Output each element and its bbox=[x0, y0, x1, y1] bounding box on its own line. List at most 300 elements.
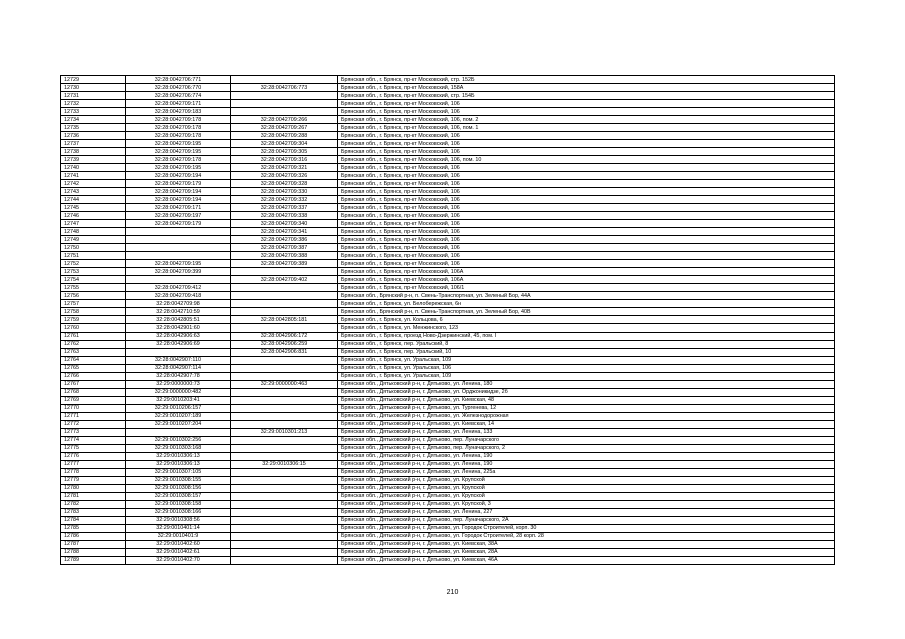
cadastral-number-cell: 32:28:0042805:51 bbox=[126, 316, 231, 324]
address-cell: Брянская обл., Дятьковский р-н, г. Дятьково, ул. Городок Строителей, корп. 30 bbox=[338, 524, 835, 532]
address-cell: Брянская обл., Дятьковский р-н, г. Дятьково, пер. Луначарского, 2 bbox=[338, 444, 835, 452]
address-cell: Брянская обл., г. Брянск, пр-кт Московский, 106 bbox=[338, 164, 835, 172]
cadastral-number-cell: 32:28:0042709:178 bbox=[126, 124, 231, 132]
row-number-cell: 12771 bbox=[61, 412, 126, 420]
table-row bbox=[61, 500, 835, 508]
row-number-cell: 12735 bbox=[61, 124, 126, 132]
table-row bbox=[61, 356, 835, 364]
parent-cadastral-number-cell bbox=[231, 364, 338, 372]
parent-cadastral-number-cell bbox=[231, 92, 338, 100]
address-cell: Брянская обл., Дятьковский р-н, г. Дятьково, ул. Ленина, 225а bbox=[338, 468, 835, 476]
parent-cadastral-number-cell: 32:28:0042709:266 bbox=[231, 116, 338, 124]
parent-cadastral-number-cell bbox=[231, 516, 338, 524]
table-row bbox=[61, 324, 835, 332]
address-cell: Брянская обл., Дятьковский р-н, г. Дятьково, ул. Киевская, 38А bbox=[338, 540, 835, 548]
address-cell: Брянская обл., г. Брянск, пр-кт Московский, 106 bbox=[338, 244, 835, 252]
cadastral-number-cell: 32:29:0010308:155 bbox=[126, 476, 231, 484]
parent-cadastral-number-cell bbox=[231, 540, 338, 548]
parent-cadastral-number-cell bbox=[231, 268, 338, 276]
parent-cadastral-number-cell bbox=[231, 324, 338, 332]
parent-cadastral-number-cell bbox=[231, 412, 338, 420]
row-number-cell: 12756 bbox=[61, 292, 126, 300]
cadastral-number-cell: 32:29:0010306:13 bbox=[126, 452, 231, 460]
address-cell: Брянская обл., г. Брянск, пр-кт Московский, 106 bbox=[338, 212, 835, 220]
table-row bbox=[61, 316, 835, 324]
table-row bbox=[61, 388, 835, 396]
row-number-cell: 12775 bbox=[61, 444, 126, 452]
table-row bbox=[61, 276, 835, 284]
row-number-cell: 12733 bbox=[61, 108, 126, 116]
table-row bbox=[61, 460, 835, 468]
cadastral-number-cell: 32:29:0010401:9 bbox=[126, 532, 231, 540]
address-cell: Брянская обл., г. Брянск, пр-кт Московский, 106/1 bbox=[338, 284, 835, 292]
table-row bbox=[61, 532, 835, 540]
address-cell: Брянская обл., г. Брянск, ул. Белобережская, 6н bbox=[338, 300, 835, 308]
row-number-cell: 12766 bbox=[61, 372, 126, 380]
row-number-cell: 12779 bbox=[61, 476, 126, 484]
table-row bbox=[61, 476, 835, 484]
cadastral-number-cell: 32:28:0042706:771 bbox=[126, 76, 231, 84]
row-number-cell: 12739 bbox=[61, 156, 126, 164]
address-cell: Брянская обл., г. Брянск, ул. Уральская, 109 bbox=[338, 356, 835, 364]
parent-cadastral-number-cell bbox=[231, 420, 338, 428]
row-number-cell: 12763 bbox=[61, 348, 126, 356]
parent-cadastral-number-cell: 32:28:0042709:388 bbox=[231, 252, 338, 260]
cadastral-number-cell: 32:28:0042709:195 bbox=[126, 148, 231, 156]
address-cell: Брянская обл., г. Брянск, пр-кт Московский, 106 bbox=[338, 172, 835, 180]
parent-cadastral-number-cell: 32:28:0042709:389 bbox=[231, 260, 338, 268]
row-number-cell: 12740 bbox=[61, 164, 126, 172]
parent-cadastral-number-cell bbox=[231, 524, 338, 532]
table-row bbox=[61, 100, 835, 108]
address-cell: Брянская обл., г. Брянск, пр-кт Московский, 106 bbox=[338, 132, 835, 140]
parent-cadastral-number-cell: 32:28:0042709:338 bbox=[231, 212, 338, 220]
cadastral-number-cell bbox=[126, 348, 231, 356]
cadastral-number-cell: 32:29:0010306:13 bbox=[126, 460, 231, 468]
table-row bbox=[61, 124, 835, 132]
row-number-cell: 12781 bbox=[61, 492, 126, 500]
cadastral-number-cell bbox=[126, 236, 231, 244]
row-number-cell: 12776 bbox=[61, 452, 126, 460]
address-cell: Брянская обл., Дятьковский р-н, г. Дятьково, ул. Крупской bbox=[338, 492, 835, 500]
parent-cadastral-number-cell: 32:28:0042709:386 bbox=[231, 236, 338, 244]
parent-cadastral-number-cell bbox=[231, 284, 338, 292]
cadastral-number-cell: 32:28:0042906:69 bbox=[126, 340, 231, 348]
cadastral-number-cell: 32:28:0042907:114 bbox=[126, 364, 231, 372]
cadastral-number-cell: 32:28:0042709:171 bbox=[126, 204, 231, 212]
parent-cadastral-number-cell: 32:28:0042709:321 bbox=[231, 164, 338, 172]
address-cell: Брянская обл., Дятьковский р-н, г. Дятьково, ул. Киевская, 46А bbox=[338, 556, 835, 564]
table-row bbox=[61, 548, 835, 556]
address-cell: Брянская обл., г. Брянск, пер. Уральский, 10 bbox=[338, 348, 835, 356]
row-number-cell: 12777 bbox=[61, 460, 126, 468]
parent-cadastral-number-cell bbox=[231, 292, 338, 300]
cadastral-number-cell: 32:28:0042709:171 bbox=[126, 100, 231, 108]
address-cell: Брянская обл., Дятьковский р-н, г. Дятьково, ул. Тургенева, 12 bbox=[338, 404, 835, 412]
row-number-cell: 12752 bbox=[61, 260, 126, 268]
address-cell: Брянская обл., г. Брянск, пр-кт Московский, 106 bbox=[338, 148, 835, 156]
row-number-cell: 12768 bbox=[61, 388, 126, 396]
address-cell: Брянская обл., Дятьковский р-н, г. Дятьково, ул. Ленина, 190 bbox=[338, 452, 835, 460]
address-cell: Брянская обл., Дятьковский р-н, г. Дятьково, ул. Железнодорожная bbox=[338, 412, 835, 420]
cadastral-number-cell: 32:28:0042709:178 bbox=[126, 156, 231, 164]
cadastral-number-cell bbox=[126, 428, 231, 436]
row-number-cell: 12753 bbox=[61, 268, 126, 276]
address-cell: Брянская обл., г. Брянск, ул. Кольцова, 6 bbox=[338, 316, 835, 324]
table-row bbox=[61, 492, 835, 500]
parent-cadastral-number-cell: 32:28:0042709:332 bbox=[231, 196, 338, 204]
address-cell: Брянская обл., г. Брянск, пр-кт Московский, 106, пом. 10 bbox=[338, 156, 835, 164]
cadastral-number-cell bbox=[126, 228, 231, 236]
cadastral-number-cell: 32:28:0042709:194 bbox=[126, 188, 231, 196]
row-number-cell: 12746 bbox=[61, 212, 126, 220]
address-cell: Брянская обл., Дятьковский р-н, г. Дятьково, ул. Ленина, 190 bbox=[338, 460, 835, 468]
address-cell: Брянская обл., г. Брянск, пр-кт Московский, 106 bbox=[338, 204, 835, 212]
address-cell: Брянская обл., г. Брянск, пр-кт Московский, 106 bbox=[338, 108, 835, 116]
cadastral-number-cell: 32:29:0010308:158 bbox=[126, 500, 231, 508]
table-row bbox=[61, 236, 835, 244]
cadastral-number-cell: 32:29:0000000:73 bbox=[126, 380, 231, 388]
parent-cadastral-number-cell bbox=[231, 108, 338, 116]
parent-cadastral-number-cell: 32:28:0042709:402 bbox=[231, 276, 338, 284]
address-cell: Брянская обл., г. Брянск, пр-кт Московский, 106, пом. 2 bbox=[338, 116, 835, 124]
cadastral-number-cell: 32:28:0042901:60 bbox=[126, 324, 231, 332]
cadastral-number-cell: 32:28:0042709:179 bbox=[126, 220, 231, 228]
table-row bbox=[61, 348, 835, 356]
parent-cadastral-number-cell: 32:29:0000000:463 bbox=[231, 380, 338, 388]
cadastral-number-cell: 32:28:0042710:59 bbox=[126, 308, 231, 316]
parent-cadastral-number-cell bbox=[231, 436, 338, 444]
row-number-cell: 12767 bbox=[61, 380, 126, 388]
parent-cadastral-number-cell bbox=[231, 452, 338, 460]
row-number-cell: 12732 bbox=[61, 100, 126, 108]
parent-cadastral-number-cell: 32:28:0042906:172 bbox=[231, 332, 338, 340]
cadastral-number-cell: 32:28:0042709:399 bbox=[126, 268, 231, 276]
cadastral-number-cell: 32:28:0042709:178 bbox=[126, 132, 231, 140]
row-number-cell: 12770 bbox=[61, 404, 126, 412]
address-cell: Брянская обл., Дятьковский р-н, г. Дятьково, ул. Крупской, 3 bbox=[338, 500, 835, 508]
cadastral-table bbox=[60, 75, 835, 565]
row-number-cell: 12729 bbox=[61, 76, 126, 84]
table-row bbox=[61, 172, 835, 180]
parent-cadastral-number-cell bbox=[231, 444, 338, 452]
table-row bbox=[61, 156, 835, 164]
table-row bbox=[61, 308, 835, 316]
table-row bbox=[61, 380, 835, 388]
cadastral-number-cell: 32:28:0042709:418 bbox=[126, 292, 231, 300]
table-row bbox=[61, 524, 835, 532]
parent-cadastral-number-cell bbox=[231, 396, 338, 404]
address-cell: Брянская обл., г. Брянск, пр-кт Московский, 106 bbox=[338, 228, 835, 236]
cadastral-number-cell bbox=[126, 244, 231, 252]
row-number-cell: 12734 bbox=[61, 116, 126, 124]
cadastral-number-cell bbox=[126, 276, 231, 284]
row-number-cell: 12785 bbox=[61, 524, 126, 532]
parent-cadastral-number-cell bbox=[231, 76, 338, 84]
table-row bbox=[61, 292, 835, 300]
row-number-cell: 12751 bbox=[61, 252, 126, 260]
parent-cadastral-number-cell: 32:28:0042906:259 bbox=[231, 340, 338, 348]
table-row bbox=[61, 484, 835, 492]
cadastral-number-cell: 32:28:0042709:197 bbox=[126, 212, 231, 220]
table-row bbox=[61, 116, 835, 124]
row-number-cell: 12738 bbox=[61, 148, 126, 156]
table-row bbox=[61, 220, 835, 228]
address-cell: Брянская обл., г. Брянск, пр-кт Московский, 106 bbox=[338, 180, 835, 188]
cadastral-number-cell: 32:28:0042906:63 bbox=[126, 332, 231, 340]
table-row bbox=[61, 300, 835, 308]
row-number-cell: 12761 bbox=[61, 332, 126, 340]
row-number-cell: 12782 bbox=[61, 500, 126, 508]
cadastral-number-cell bbox=[126, 252, 231, 260]
table-row bbox=[61, 180, 835, 188]
row-number-cell: 12736 bbox=[61, 132, 126, 140]
parent-cadastral-number-cell: 32:28:0042709:305 bbox=[231, 148, 338, 156]
cadastral-number-cell: 32:28:0042907:110 bbox=[126, 356, 231, 364]
address-cell: Брянская обл., г. Брянск, пер. Уральский, 8 bbox=[338, 340, 835, 348]
table-row bbox=[61, 212, 835, 220]
parent-cadastral-number-cell bbox=[231, 500, 338, 508]
table-row bbox=[61, 252, 835, 260]
table-row bbox=[61, 76, 835, 84]
table-row bbox=[61, 340, 835, 348]
row-number-cell: 12758 bbox=[61, 308, 126, 316]
address-cell: Брянская обл., Брянский р-н, п. Свень-Транспортная, ул. Зеленый Бор, 40В bbox=[338, 308, 835, 316]
address-cell: Брянская обл., Дятьковский р-н, г. Дятьково, ул. Ленина, 133 bbox=[338, 428, 835, 436]
address-cell: Брянская обл., г. Брянск, пр-кт Московский, 106 bbox=[338, 260, 835, 268]
cadastral-number-cell: 32:29:0010303:168 bbox=[126, 444, 231, 452]
parent-cadastral-number-cell: 32:28:0042709:304 bbox=[231, 140, 338, 148]
cadastral-number-cell: 32:28:0042709:98 bbox=[126, 300, 231, 308]
table-row bbox=[61, 268, 835, 276]
cadastral-number-cell: 32:28:0042907:78 bbox=[126, 372, 231, 380]
parent-cadastral-number-cell: 32:28:0042709:337 bbox=[231, 204, 338, 212]
parent-cadastral-number-cell bbox=[231, 532, 338, 540]
address-cell: Брянская обл., г. Брянск, пр-кт Московский, стр. 154Б bbox=[338, 92, 835, 100]
table-row bbox=[61, 188, 835, 196]
parent-cadastral-number-cell: 32:28:0042709:340 bbox=[231, 220, 338, 228]
row-number-cell: 12764 bbox=[61, 356, 126, 364]
cadastral-number-cell: 32:28:0042709:412 bbox=[126, 284, 231, 292]
cadastral-number-cell: 32:29:0010308:56 bbox=[126, 516, 231, 524]
page-number: 210 bbox=[446, 589, 459, 596]
table-row bbox=[61, 428, 835, 436]
row-number-cell: 12789 bbox=[61, 556, 126, 564]
row-number-cell: 12786 bbox=[61, 532, 126, 540]
parent-cadastral-number-cell: 32:29:0010306:15 bbox=[231, 460, 338, 468]
cadastral-number-cell: 32:29:0000000:482 bbox=[126, 388, 231, 396]
address-cell: Брянская обл., Брянский р-н, п. Свень-Транспортная, ул. Зеленый Бор, 44А bbox=[338, 292, 835, 300]
cadastral-number-cell: 32:28:0042709:195 bbox=[126, 164, 231, 172]
cadastral-number-cell: 32:29:0010308:157 bbox=[126, 492, 231, 500]
cadastral-number-cell: 32:28:0042709:183 bbox=[126, 108, 231, 116]
parent-cadastral-number-cell: 32:28:0042709:341 bbox=[231, 228, 338, 236]
row-number-cell: 12787 bbox=[61, 540, 126, 548]
table-row bbox=[61, 332, 835, 340]
address-cell: Брянская обл., г. Брянск, ул. Менжинского, 123 bbox=[338, 324, 835, 332]
address-cell: Брянская обл., г. Брянск, пр-кт Московский, 106 bbox=[338, 220, 835, 228]
table-row bbox=[61, 436, 835, 444]
cadastral-number-cell: 32:29:0010308:156 bbox=[126, 484, 231, 492]
table-row bbox=[61, 372, 835, 380]
address-cell: Брянская обл., Дятьковский р-н, г. Дятьково, пер. Луначарского, 2А bbox=[338, 516, 835, 524]
table-row bbox=[61, 140, 835, 148]
row-number-cell: 12774 bbox=[61, 436, 126, 444]
address-cell: Брянская обл., г. Брянск, пр-кт Московский, 106 bbox=[338, 188, 835, 196]
parent-cadastral-number-cell: 32:28:0042709:267 bbox=[231, 124, 338, 132]
cadastral-number-cell: 32:29:0010402:60 bbox=[126, 540, 231, 548]
parent-cadastral-number-cell bbox=[231, 492, 338, 500]
table-row bbox=[61, 84, 835, 92]
row-number-cell: 12744 bbox=[61, 196, 126, 204]
row-number-cell: 12745 bbox=[61, 204, 126, 212]
address-cell: Брянская обл., г. Брянск, ул. Уральская, 109 bbox=[338, 372, 835, 380]
row-number-cell: 12762 bbox=[61, 340, 126, 348]
table-row bbox=[61, 260, 835, 268]
address-cell: Брянская обл., г. Брянск, пр-кт Московский, 106 bbox=[338, 252, 835, 260]
row-number-cell: 12737 bbox=[61, 140, 126, 148]
parent-cadastral-number-cell bbox=[231, 468, 338, 476]
address-cell: Брянская обл., Дятьковский р-н, г. Дятьково, ул. Городок Строителей, 28 корп. 28 bbox=[338, 532, 835, 540]
table-row bbox=[61, 404, 835, 412]
parent-cadastral-number-cell: 32:28:0042709:316 bbox=[231, 156, 338, 164]
row-number-cell: 12769 bbox=[61, 396, 126, 404]
table-row bbox=[61, 508, 835, 516]
parent-cadastral-number-cell: 32:28:0042709:326 bbox=[231, 172, 338, 180]
parent-cadastral-number-cell bbox=[231, 372, 338, 380]
address-cell: Брянская обл., Дятьковский р-н, г. Дятьково, ул. Орджоникидзе, 2б bbox=[338, 388, 835, 396]
address-cell: Брянская обл., г. Брянск, пр-кт Московский, 106 bbox=[338, 140, 835, 148]
table-row bbox=[61, 364, 835, 372]
cadastral-number-cell: 32:29:0010401:14 bbox=[126, 524, 231, 532]
row-number-cell: 12749 bbox=[61, 236, 126, 244]
table-row bbox=[61, 244, 835, 252]
row-number-cell: 12783 bbox=[61, 508, 126, 516]
address-cell: Брянская обл., Дятьковский р-н, г. Дятьково, ул. Киевская, 48 bbox=[338, 396, 835, 404]
address-cell: Брянская обл., г. Брянск, пр-кт Московский, 106 bbox=[338, 236, 835, 244]
table-row bbox=[61, 420, 835, 428]
table-row bbox=[61, 196, 835, 204]
table-row bbox=[61, 556, 835, 564]
row-number-cell: 12750 bbox=[61, 244, 126, 252]
table-row bbox=[61, 444, 835, 452]
row-number-cell: 12748 bbox=[61, 228, 126, 236]
row-number-cell: 12780 bbox=[61, 484, 126, 492]
parent-cadastral-number-cell bbox=[231, 404, 338, 412]
table-row bbox=[61, 108, 835, 116]
table-row bbox=[61, 132, 835, 140]
row-number-cell: 12742 bbox=[61, 180, 126, 188]
table-row bbox=[61, 396, 835, 404]
parent-cadastral-number-cell: 32:28:0042709:330 bbox=[231, 188, 338, 196]
table-row bbox=[61, 452, 835, 460]
row-number-cell: 12741 bbox=[61, 172, 126, 180]
cadastral-number-cell: 32:28:0042709:179 bbox=[126, 180, 231, 188]
row-number-cell: 12755 bbox=[61, 284, 126, 292]
address-cell: Брянская обл., г. Брянск, пр-кт Московский, 106, пом. 1 bbox=[338, 124, 835, 132]
parent-cadastral-number-cell bbox=[231, 508, 338, 516]
parent-cadastral-number-cell bbox=[231, 388, 338, 396]
table-row bbox=[61, 516, 835, 524]
row-number-cell: 12730 bbox=[61, 84, 126, 92]
cadastral-number-cell: 32:29:0010308:166 bbox=[126, 508, 231, 516]
address-cell: Брянская обл., г. Брянск, пр-кт Московский, 158А bbox=[338, 84, 835, 92]
table-body bbox=[61, 76, 835, 565]
parent-cadastral-number-cell: 32:29:0010301:213 bbox=[231, 428, 338, 436]
address-cell: Брянская обл., г. Брянск, пр-кт Московский, 106 bbox=[338, 100, 835, 108]
row-number-cell: 12747 bbox=[61, 220, 126, 228]
table-row bbox=[61, 92, 835, 100]
table-row bbox=[61, 148, 835, 156]
cadastral-number-cell: 32:28:0042709:194 bbox=[126, 172, 231, 180]
address-cell: Брянская обл., Дятьковский р-н, г. Дятьково, ул. Ленина, 227 bbox=[338, 508, 835, 516]
cadastral-number-cell: 32:29:0010302:256 bbox=[126, 436, 231, 444]
address-cell: Брянская обл., г. Брянск, ул. Уральская, 106 bbox=[338, 364, 835, 372]
parent-cadastral-number-cell: 32:28:0042706:773 bbox=[231, 84, 338, 92]
parent-cadastral-number-cell bbox=[231, 476, 338, 484]
address-cell: Брянская обл., Дятьковский р-н, г. Дятьково, ул. Киевская, 28А bbox=[338, 548, 835, 556]
row-number-cell: 12765 bbox=[61, 364, 126, 372]
address-cell: Брянская обл., Дятьковский р-н, г. Дятьково, ул. Крупской bbox=[338, 484, 835, 492]
cadastral-number-cell: 32:29:0010402:70 bbox=[126, 556, 231, 564]
table-row bbox=[61, 228, 835, 236]
cadastral-number-cell: 32:28:0042709:178 bbox=[126, 116, 231, 124]
parent-cadastral-number-cell: 32:28:0042805:181 bbox=[231, 316, 338, 324]
cadastral-number-cell: 32:28:0042709:194 bbox=[126, 196, 231, 204]
parent-cadastral-number-cell bbox=[231, 100, 338, 108]
table-row bbox=[61, 468, 835, 476]
cadastral-number-cell: 32:28:0042706:774 bbox=[126, 92, 231, 100]
row-number-cell: 12743 bbox=[61, 188, 126, 196]
address-cell: Брянская обл., Дятьковский р-н, г. Дятьково, ул. Крупской bbox=[338, 476, 835, 484]
row-number-cell: 12788 bbox=[61, 548, 126, 556]
address-cell: Брянская обл., г. Брянск, пр-кт Московский, 106А bbox=[338, 268, 835, 276]
parent-cadastral-number-cell bbox=[231, 556, 338, 564]
cadastral-number-cell: 32:28:0042706:770 bbox=[126, 84, 231, 92]
row-number-cell: 12772 bbox=[61, 420, 126, 428]
parent-cadastral-number-cell: 32:28:0042709:288 bbox=[231, 132, 338, 140]
parent-cadastral-number-cell bbox=[231, 484, 338, 492]
table-row bbox=[61, 284, 835, 292]
row-number-cell: 12760 bbox=[61, 324, 126, 332]
parent-cadastral-number-cell: 32:28:0042906:831 bbox=[231, 348, 338, 356]
parent-cadastral-number-cell bbox=[231, 308, 338, 316]
address-cell: Брянская обл., Дятьковский р-н, г. Дятьково, ул. Киевская, 14 bbox=[338, 420, 835, 428]
parent-cadastral-number-cell bbox=[231, 356, 338, 364]
cadastral-number-cell: 32:28:0042709:195 bbox=[126, 260, 231, 268]
table-row bbox=[61, 540, 835, 548]
cadastral-number-cell: 32:28:0042709:195 bbox=[126, 140, 231, 148]
row-number-cell: 12759 bbox=[61, 316, 126, 324]
cadastral-number-cell: 32:29:0010207:204 bbox=[126, 420, 231, 428]
row-number-cell: 12773 bbox=[61, 428, 126, 436]
table-row bbox=[61, 204, 835, 212]
table-row bbox=[61, 164, 835, 172]
cadastral-number-cell: 32:29:0010207:189 bbox=[126, 412, 231, 420]
address-cell: Брянская обл., Дятьковский р-н, г. Дятьково, пер. Луначарского bbox=[338, 436, 835, 444]
row-number-cell: 12784 bbox=[61, 516, 126, 524]
address-cell: Брянская обл., г. Брянск, проезд Ново-Дзержинский, 45, пом. I bbox=[338, 332, 835, 340]
address-cell: Брянская обл., г. Брянск, пр-кт Московский, 106А bbox=[338, 276, 835, 284]
row-number-cell: 12754 bbox=[61, 276, 126, 284]
address-cell: Брянская обл., г. Брянск, пр-кт Московский, стр. 152Б bbox=[338, 76, 835, 84]
row-number-cell: 12731 bbox=[61, 92, 126, 100]
parent-cadastral-number-cell: 32:28:0042709:387 bbox=[231, 244, 338, 252]
parent-cadastral-number-cell bbox=[231, 548, 338, 556]
cadastral-number-cell: 32:29:0010402:61 bbox=[126, 548, 231, 556]
parent-cadastral-number-cell bbox=[231, 300, 338, 308]
cadastral-number-cell: 32:29:0010203:41 bbox=[126, 396, 231, 404]
